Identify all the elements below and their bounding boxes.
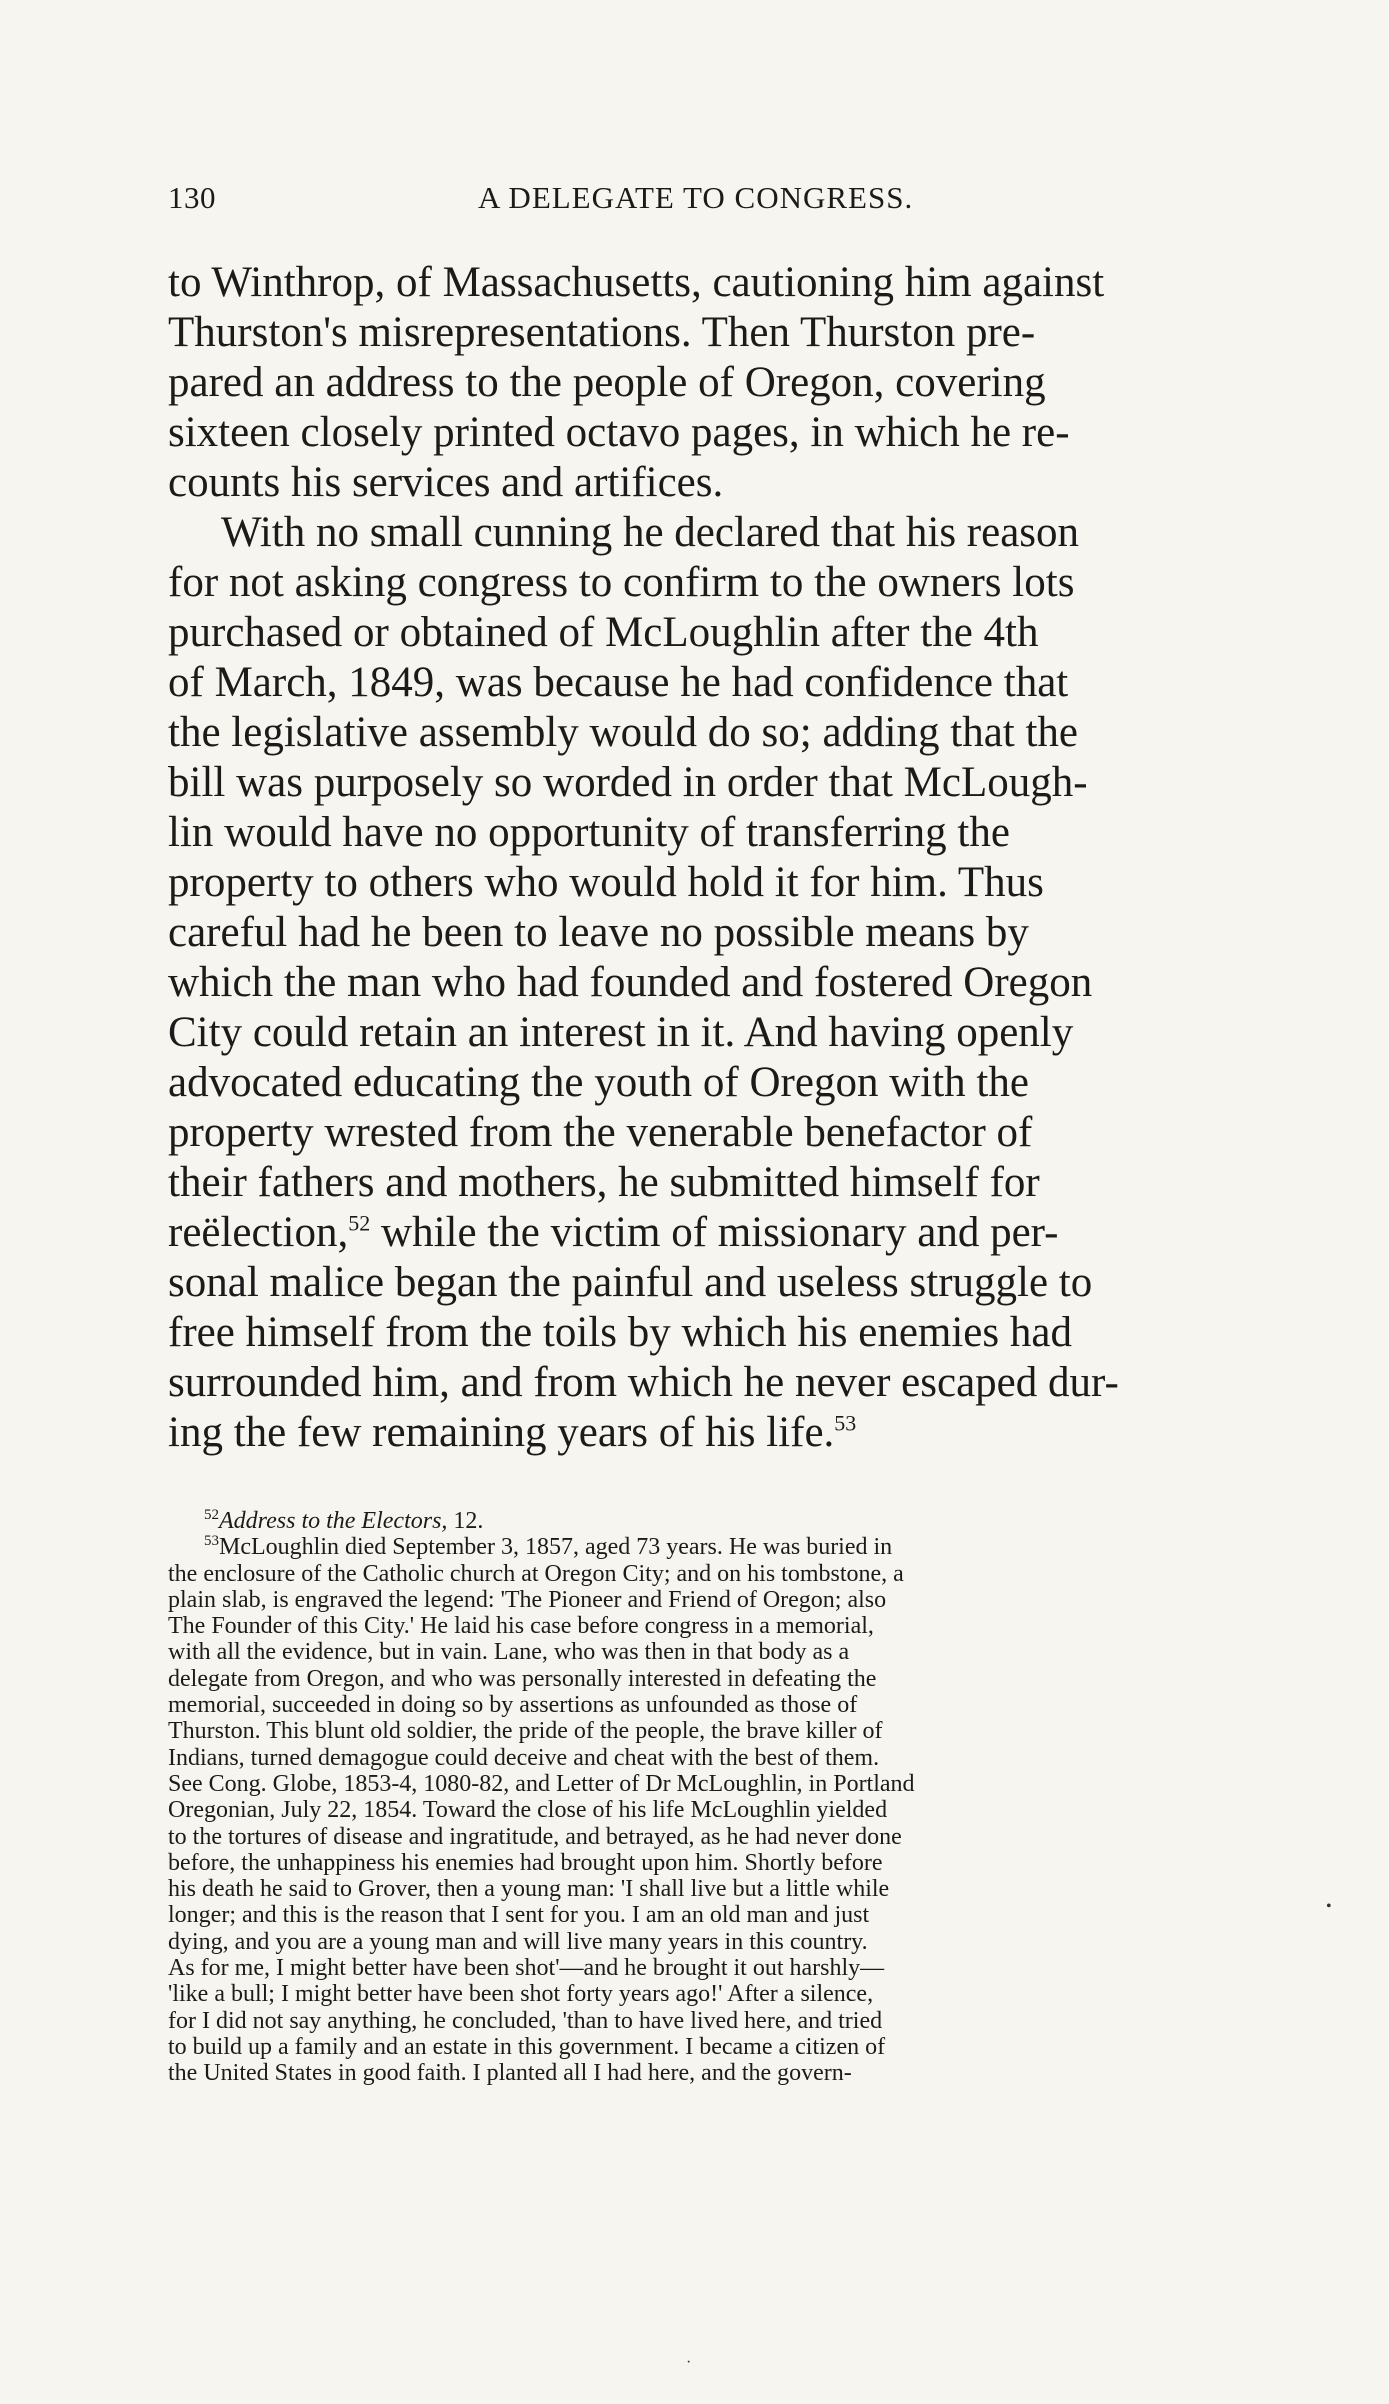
body-line — [168, 708, 1294, 758]
footnote-line — [168, 1981, 1294, 2007]
footnote-text: for I did not say anything, he concluded, 'than to have lived here, and tried — [168, 2007, 883, 2034]
body-line — [168, 508, 1294, 558]
body-line — [168, 1158, 1294, 1208]
footnote-text: before, the unhappiness his enemies had brought upon him. Shortly before — [168, 1849, 883, 1876]
footnote-text: longer; and this is the reason that I sent for you. I am an old man and just — [168, 1902, 870, 1929]
footnote-line — [168, 1850, 1294, 1876]
footnote-reference[interactable]: 52 — [348, 1210, 371, 1236]
footnote-line — [168, 2008, 1294, 2034]
footnote-text: 'like a bull; I might better have been shot forty years ago!' After a silence, — [168, 1981, 874, 2008]
body-line — [168, 1058, 1294, 1108]
body-line — [168, 808, 1294, 858]
footnotes — [168, 1508, 1294, 2087]
footnote-text: the enclosure of the Catholic church at Oregon City; and on his tombstone, a — [168, 1560, 904, 1587]
footnote-text: 12. — [447, 1508, 484, 1534]
body-line — [168, 358, 1294, 408]
body-line — [168, 908, 1294, 958]
footnote-text: plain slab, is engraved the legend: 'The Pioneer and Friend of Oregon; also — [168, 1586, 887, 1613]
footnote-text: See Cong. Globe, 1853-4, 1080-82, and Letter of Dr McLoughlin, in Portland — [168, 1770, 915, 1797]
footnote-text: Indians, turned demagogue could deceive and cheat with the best of them. — [168, 1744, 880, 1771]
footnote-text: Oregonian, July 22, 1854. Toward the close of his life McLoughlin yielded — [168, 1797, 888, 1824]
body-line-text-continued: while the victim of missionary and per- — [370, 1209, 1059, 1256]
footnote-text: with all the evidence, but in vain. Lane, who was then in that body as a — [168, 1639, 850, 1666]
body-line — [168, 258, 1294, 308]
body-line — [168, 658, 1294, 708]
footnote-line — [168, 1797, 1294, 1823]
body-line-text: purchased or obtained of McLoughlin after the 4th — [168, 609, 1039, 656]
footnote-line — [168, 1771, 1294, 1797]
footnote-text: his death he said to Grover, then a young man: 'I shall live but a little while — [168, 1876, 890, 1903]
footnote-line — [168, 1613, 1294, 1639]
running-title: A DELEGATE TO CONGRESS. — [478, 180, 914, 215]
body-line — [168, 1408, 1294, 1458]
footnote-line — [168, 1824, 1294, 1850]
footnote-line — [168, 1639, 1294, 1665]
body-line-text: to Winthrop, of Massachusetts, cautioning him against — [168, 259, 1105, 306]
footnote-marker: 52 — [204, 1508, 219, 1523]
footnote-line — [168, 1718, 1294, 1744]
footnote-text: to the tortures of disease and ingratitude, and betrayed, as he had never done — [168, 1823, 902, 1850]
body-line — [168, 1308, 1294, 1358]
body-line — [168, 1008, 1294, 1058]
body-line — [168, 458, 1294, 508]
body-line-text: counts his services and artifices. — [168, 459, 724, 506]
margin-mark: • — [1326, 1898, 1332, 1915]
body-line — [168, 758, 1294, 808]
footnote-line — [168, 2034, 1294, 2060]
body-line-text: reëlection, — [168, 1209, 349, 1256]
footnote-text: As for me, I might better have been shot'—and he brought it out harshly— — [168, 1955, 885, 1982]
footnote-line — [168, 1876, 1294, 1902]
footnote-text: McLoughlin died September 3, 1857, aged 73 years. He was buried in — [219, 1534, 893, 1561]
body-line — [168, 1358, 1294, 1408]
footnote-line — [168, 1902, 1294, 1928]
footnote-line — [168, 1929, 1294, 1955]
body-line — [168, 958, 1294, 1008]
footnote-text: dying, and you are a young man and will live many years in this country. — [168, 1928, 868, 1955]
footnote-line — [168, 1955, 1294, 1981]
body-text — [168, 258, 1294, 1458]
body-line — [168, 1208, 1294, 1258]
footnote-italic-text: Address to the Electors, — [219, 1508, 448, 1534]
footnote-text: the United States in good faith. I planted all I had here, and the govern- — [168, 2060, 852, 2087]
body-line — [168, 558, 1294, 608]
body-line-text: of March, 1849, was because he had confidence that — [168, 659, 1069, 706]
body-line-text: free himself from the toils by which his enemies had — [168, 1309, 1072, 1356]
footnote-reference[interactable]: 53 — [834, 1410, 857, 1436]
body-line-text: With no small cunning he declared that his reason — [221, 509, 1080, 556]
body-line — [168, 608, 1294, 658]
body-line-text: City could retain an interest in it. And having openly — [168, 1009, 1074, 1056]
body-line-text: lin would have no opportunity of transferring the — [168, 809, 1010, 856]
footnote-line — [168, 1561, 1294, 1587]
page-number: 130 — [168, 180, 216, 215]
body-line-text: ing the few remaining years of his life. — [168, 1409, 835, 1456]
footnote-text: delegate from Oregon, and who was personally interested in defeating the — [168, 1665, 877, 1692]
body-line-text: which the man who had founded and fostered Oregon — [168, 959, 1093, 1006]
footnote-line — [168, 1587, 1294, 1613]
body-line-text: surrounded him, and from which he never escaped dur- — [168, 1359, 1119, 1406]
footnote-line — [168, 1666, 1294, 1692]
footnote-text: to build up a family and an estate in this government. I became a citizen of — [168, 2033, 886, 2060]
margin-mark: · — [686, 2354, 692, 2371]
body-line — [168, 1108, 1294, 1158]
body-line — [168, 408, 1294, 458]
footnote-line — [168, 1692, 1294, 1718]
footnote-text: The Founder of this City.' He laid his case before congress in a memorial, — [168, 1613, 874, 1640]
body-line-text: advocated educating the youth of Oregon with the — [168, 1059, 1029, 1106]
body-line-text: bill was purposely so worded in order that McLough- — [168, 759, 1088, 806]
body-line-text: Thurston's misrepresentations. Then Thurston pre- — [168, 309, 1036, 356]
footnote-line — [168, 1534, 1294, 1560]
body-line-text: sonal malice began the painful and useless struggle to — [168, 1259, 1093, 1306]
footnote-line — [168, 1745, 1294, 1771]
body-line-text: the legislative assembly would do so; adding that the — [168, 709, 1079, 756]
footnote-line — [168, 2060, 1294, 2086]
body-line-text: pared an address to the people of Oregon, covering — [168, 359, 1046, 406]
body-line — [168, 308, 1294, 358]
body-line — [168, 1258, 1294, 1308]
body-line-text: careful had he been to leave no possible means by — [168, 909, 1029, 956]
body-line — [168, 858, 1294, 908]
running-head — [168, 180, 1288, 224]
body-line-text: sixteen closely printed octavo pages, in which he re- — [168, 409, 1070, 456]
body-line-text: for not asking congress to confirm to the owners lots — [168, 559, 1075, 606]
body-line-text: property to others who would hold it for him. Thus — [168, 859, 1044, 906]
body-line-text: their fathers and mothers, he submitted himself for — [168, 1159, 1040, 1206]
body-line-text: property wrested from the venerable benefactor of — [168, 1109, 1033, 1156]
footnote-marker: 53 — [204, 1534, 219, 1550]
footnote-line — [168, 1508, 1294, 1534]
footnote-text: memorial, succeeded in doing so by assertions as unfounded as those of — [168, 1692, 858, 1719]
footnote-text: Thurston. This blunt old soldier, the pride of the people, the brave killer of — [168, 1718, 883, 1745]
